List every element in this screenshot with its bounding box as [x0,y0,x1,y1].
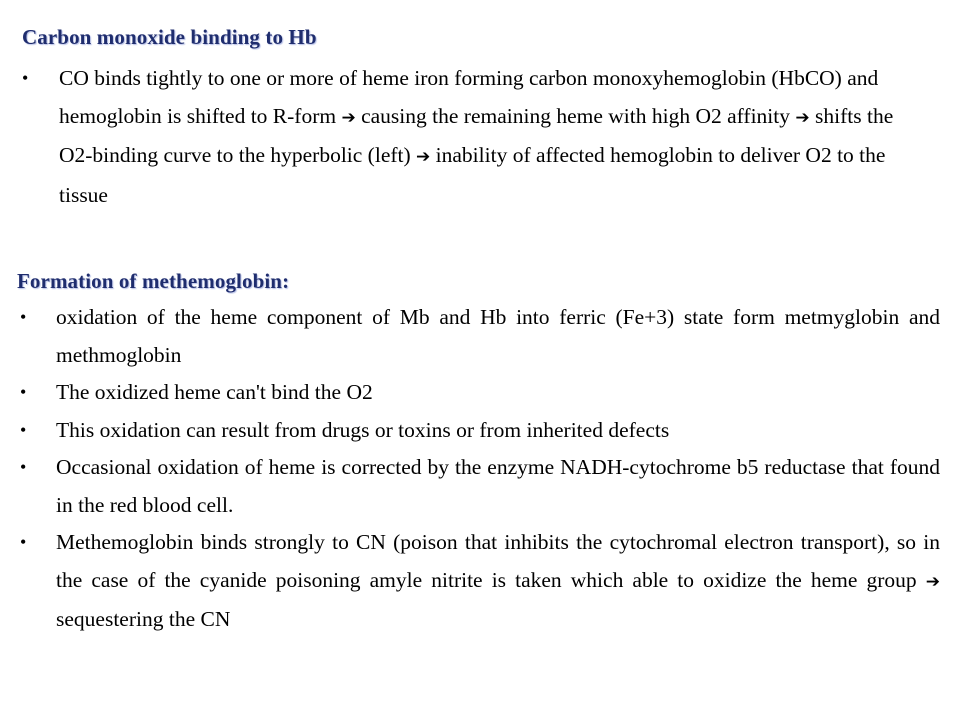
bullet-text: causing the remaining heme with high O2 affinity [355,103,796,128]
bullet-icon: • [22,68,29,88]
bullet-text: Methemoglobin binds strongly to CN (poison that inhibits the cytochromal electron transport), so in the case of the cyanide poisoning amyle nitrite is taken which able to oxidize the heme group [56,530,940,592]
right-arrow-icon: ➔ [416,147,431,167]
bullet-text: This oxidation can result from drugs or toxins or from inherited defects [56,417,670,442]
bullet-text: The oxidized heme can't bind the O2 [56,380,373,404]
right-arrow-icon: ➔ [925,571,940,592]
bullet-text: CO binds tightly to one or more of heme iron forming carbon monoxyhemoglobin (HbCO) and hemoglobin is shifted to R-form [59,66,879,128]
section-heading-carbon-monoxide: Carbon monoxide binding to Hb [22,25,317,49]
right-arrow-icon: ➔ [341,107,356,128]
bullet-text: sequestering the CN [56,607,231,631]
bullet-item [20,374,940,412]
bullet-item [20,524,940,639]
carbon-monoxide-bullet-list [22,60,922,214]
methemoglobin-bullet-list [20,299,940,639]
bullet-text: inability of affected hemoglobin to deliver O2 to the tissue [59,143,886,207]
bullet-text: oxidation of the heme component of Mb and Hb into ferric (Fe+3) state form metmyglobin and methmoglobin [56,305,940,367]
bullet-icon: • [20,532,27,552]
section-heading-methemoglobin: Formation of methemoglobin: [17,269,290,293]
bullet-text: shifts the O2-binding curve to the hyperbolic (left) [59,103,894,167]
bullet-item [22,60,922,214]
bullet-icon: • [20,307,27,327]
bullet-item [20,412,940,450]
bullet-icon: • [20,382,27,402]
bullet-text: Occasional oxidation of heme is corrected by the enzyme NADH-cytochrome b5 reductase that found in the red blood cell. [56,455,940,517]
right-arrow-icon: ➔ [795,107,810,128]
bullet-icon: • [20,457,27,477]
bullet-item [20,299,940,374]
bullet-icon: • [20,419,27,440]
bullet-item [20,449,940,524]
